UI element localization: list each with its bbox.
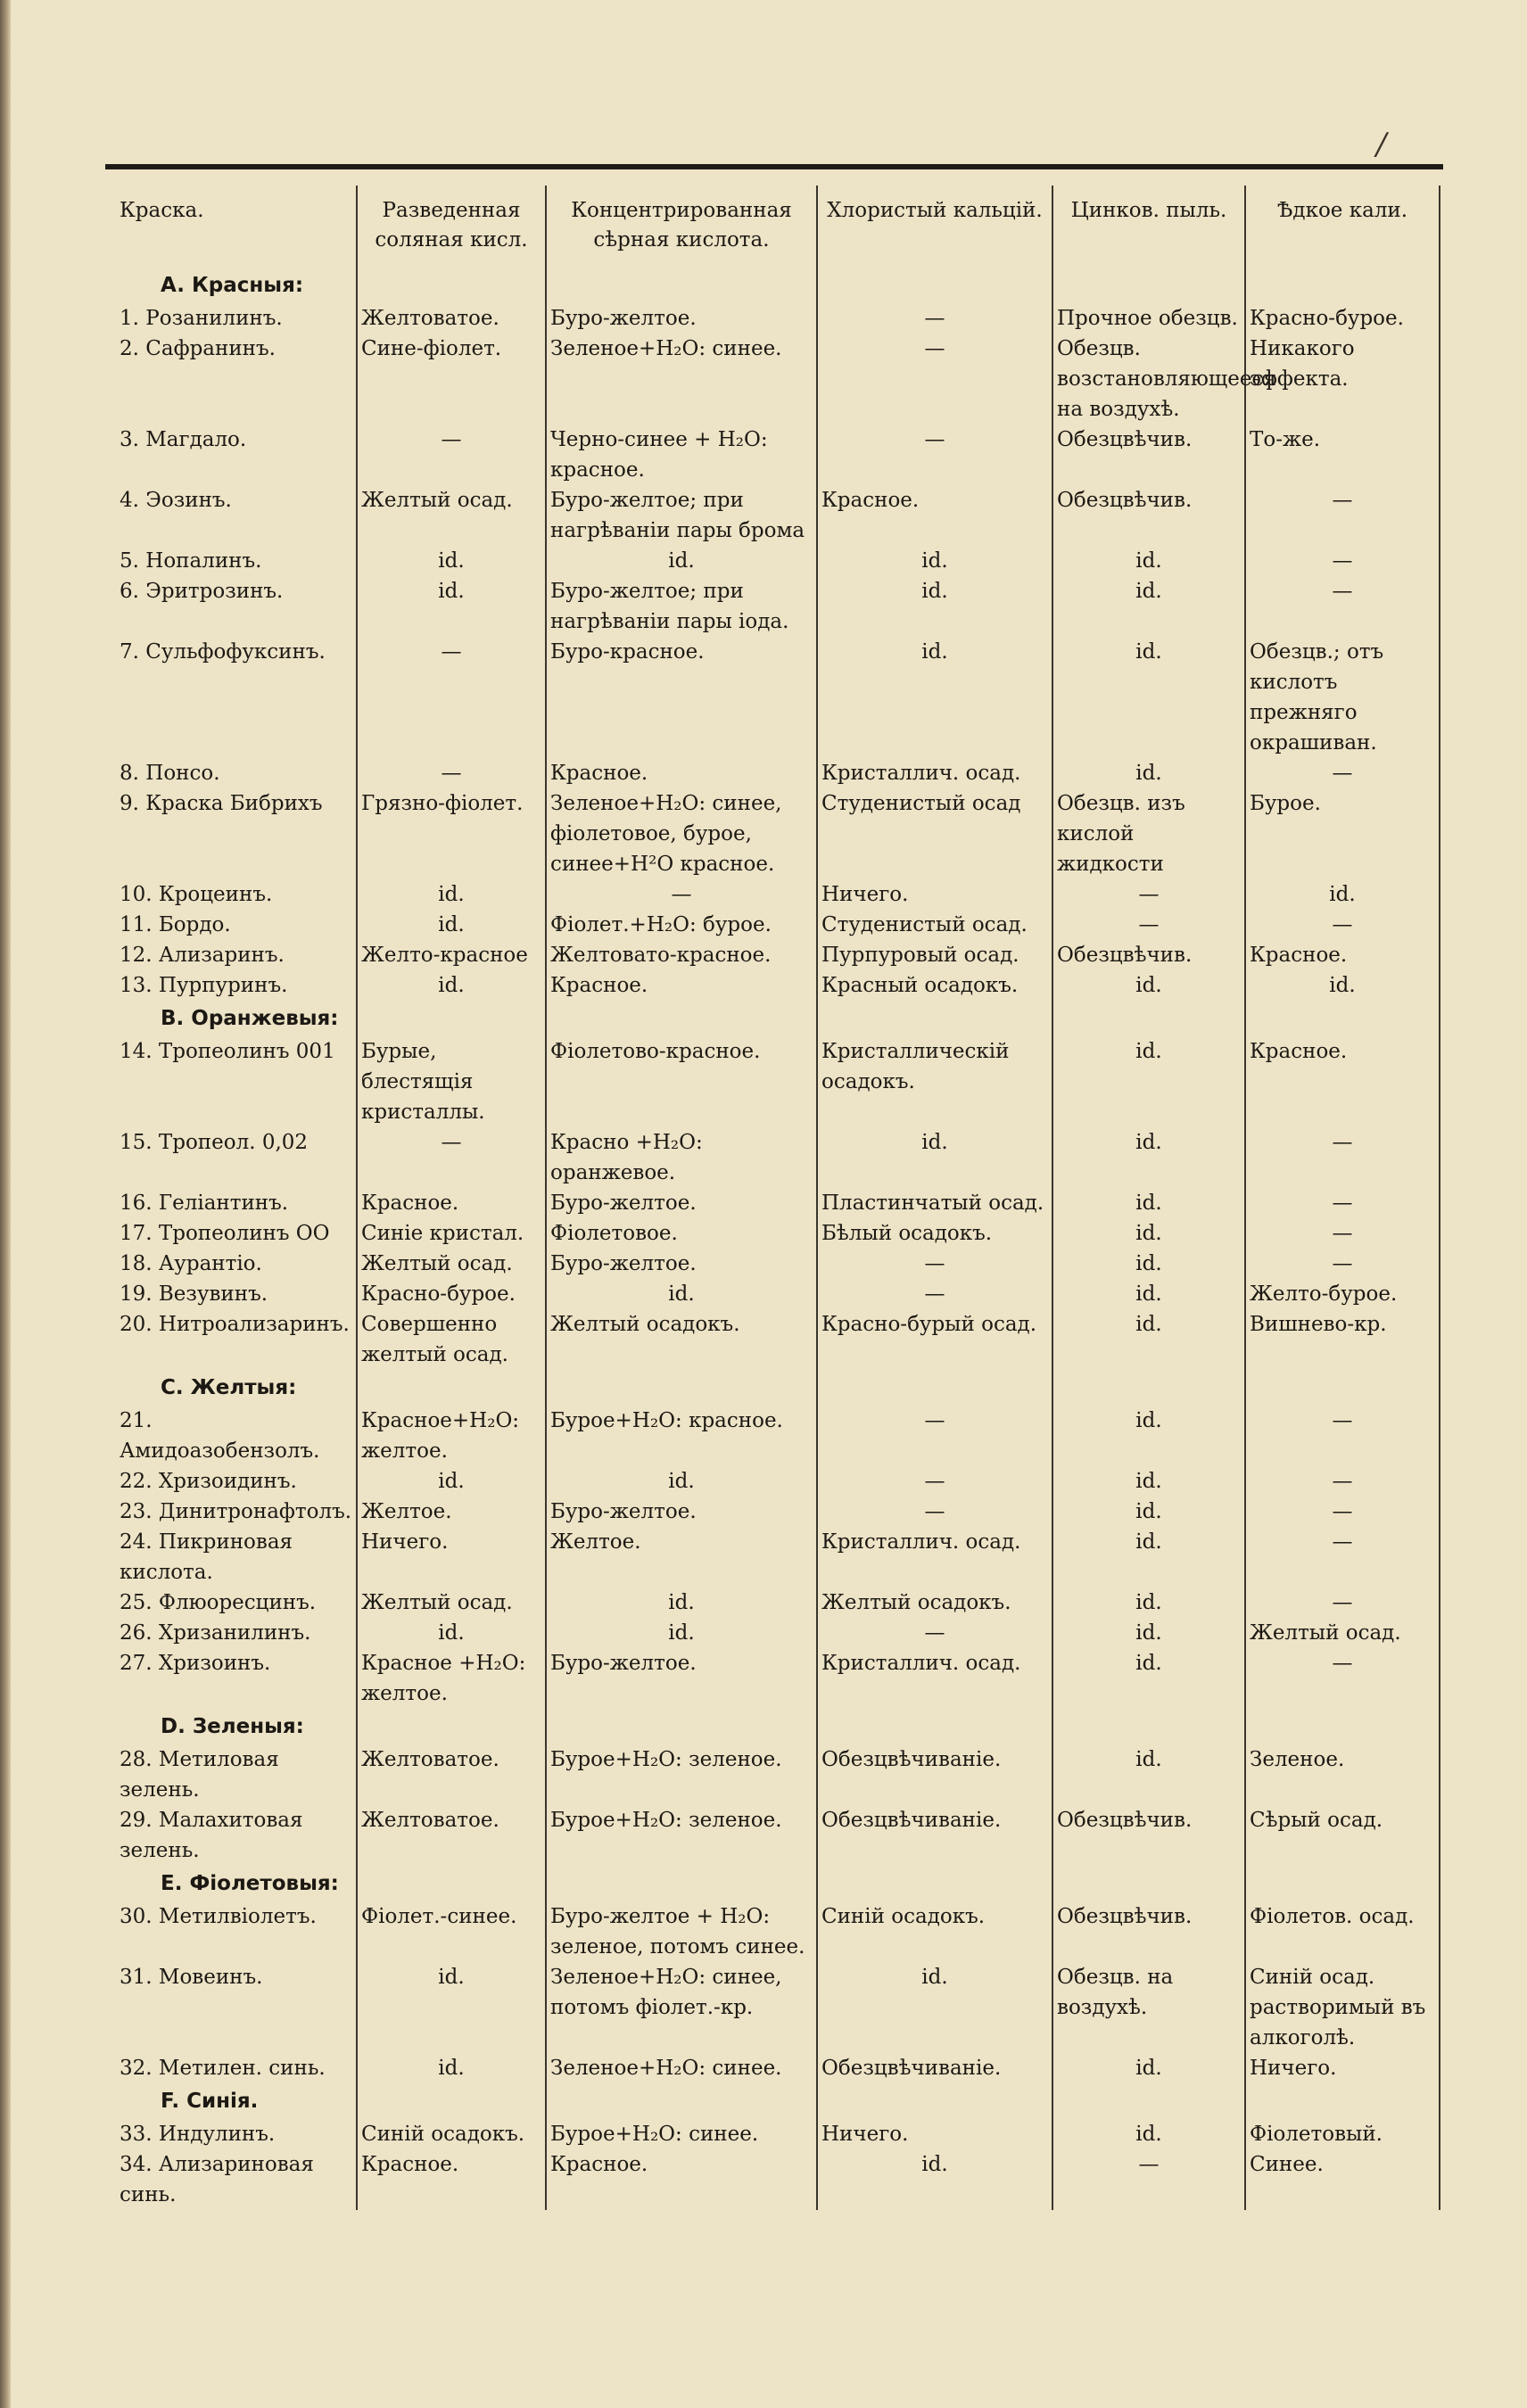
table-row [116,1527,1440,1587]
cell-zinc: — [1052,2149,1245,2210]
group-header-row [116,2083,1440,2119]
group-spacer-cell [1052,1370,1245,1406]
cell-dye: 23. Динитронафтолъ. [120,1500,352,1523]
cell-zinc: id. [1052,1127,1245,1188]
cell-hcl: Желтоватое. [357,1805,546,1866]
group-spacer-cell [817,1709,1052,1744]
cell-hcl: — [357,758,546,788]
group-spacer-cell [357,1370,546,1406]
cell-h2so4: id. [546,546,817,576]
cell-cacl2: Синій осадокъ. [817,1901,1052,1962]
group-spacer-cell [546,1001,817,1036]
cell-cacl2: Кристаллич. осад. [817,758,1052,788]
cell-dye: 9. Краска Бибрихъ [120,792,323,815]
header-zinc: Цинков. пыль. [1052,186,1245,268]
cell-hcl: id. [357,879,546,910]
cell-cacl2: — [817,303,1052,334]
group-title: A. Красныя: [161,274,304,297]
cell-h2so4: Красное. [546,758,817,788]
table-row [116,1406,1440,1466]
cell-dye: 15. Тропеол. 0,02 [120,1131,309,1154]
cell-h2so4: id. [546,1279,817,1309]
cell-cacl2: — [817,1406,1052,1466]
cell-hcl: id. [357,576,546,637]
cell-koh: Желто-бурое. [1245,1279,1440,1309]
cell-dye: 34. Ализариновая синь. [120,2153,314,2206]
cell-cacl2: Пурпуровый осад. [817,940,1052,970]
cell-cacl2: — [817,425,1052,485]
header-hcl: Разведенная соляная кисл. [357,186,546,268]
cell-h2so4: Буро-красное. [546,637,817,758]
cell-dye: 11. Бордо. [120,913,231,936]
table-row [116,1962,1440,2053]
cell-hcl: Желтое. [357,1497,546,1527]
cell-koh: id. [1245,970,1440,1001]
cell-dye: 14. Тропеолинъ 001 [120,1040,335,1063]
cell-h2so4: Буро-желтое. [546,303,817,334]
cell-zinc: id. [1052,970,1245,1001]
cell-h2so4: Бурое+H₂O: синее. [546,2119,817,2149]
cell-zinc: id. [1052,1618,1245,1648]
table-row [116,1249,1440,1279]
group-header-row [116,1709,1440,1744]
cell-dye: 8. Понсо. [120,762,220,785]
cell-koh: Красное. [1245,1036,1440,1127]
cell-koh: — [1245,485,1440,546]
cell-zinc: id. [1052,758,1245,788]
cell-dye: 12. Ализаринъ. [120,944,285,967]
cell-koh: Зеленое. [1245,1744,1440,1805]
cell-hcl: Красное. [357,2149,546,2210]
cell-cacl2: Обезцвѣчиваніе. [817,1805,1052,1866]
cell-koh: Фіолетов. осад. [1245,1901,1440,1962]
cell-dye: 20. Нитроализаринъ. [120,1313,350,1336]
group-spacer-cell [817,2083,1052,2119]
cell-h2so4: Бурое+H₂O: красное. [546,1406,817,1466]
cell-cacl2: Обезцвѣчиваніе. [817,1744,1052,1805]
cell-dye: 2. Сафранинъ. [120,337,276,360]
group-spacer-cell [1052,2083,1245,2119]
cell-cacl2: — [817,1279,1052,1309]
cell-koh: Бурое. [1245,788,1440,879]
cell-cacl2: Ничего. [817,879,1052,910]
cell-h2so4: Зеленое+H₂O: синее. [546,334,817,425]
group-spacer-cell [357,1866,546,1901]
cell-h2so4: Фіолетово-красное. [546,1036,817,1127]
group-spacer-cell [1245,1866,1440,1901]
cell-cacl2: — [817,1249,1052,1279]
cell-zinc: — [1052,910,1245,940]
cell-zinc: Обезцвѣчив. [1052,1805,1245,1866]
cell-zinc: id. [1052,1279,1245,1309]
cell-zinc: Обезцв. возстановляющееся на воздухѣ. [1052,334,1245,425]
table-row [116,1587,1440,1618]
header-cacl2: Хлористый кальцій. [817,186,1052,268]
group-spacer-cell [1245,268,1440,303]
cell-h2so4: Буро-желтое; при нагрѣваніи пары іода. [546,576,817,637]
cell-cacl2: — [817,334,1052,425]
cell-zinc: id. [1052,546,1245,576]
cell-hcl: Желтый осад. [357,485,546,546]
group-spacer-cell [546,1866,817,1901]
cell-zinc: Обезцв. изъ кислой жидкости [1052,788,1245,879]
cell-hcl: id. [357,970,546,1001]
cell-hcl: id. [357,1466,546,1497]
cell-h2so4: id. [546,1587,817,1618]
cell-zinc: Обезцвѣчив. [1052,485,1245,546]
cell-dye: 6. Эритрозинъ. [120,580,284,603]
cell-cacl2: id. [817,546,1052,576]
cell-koh: id. [1245,879,1440,910]
group-spacer-cell [357,1001,546,1036]
cell-h2so4: Буро-желтое; при нагрѣваніи пары брома [546,485,817,546]
cell-h2so4: — [546,879,817,910]
group-spacer-cell [546,268,817,303]
cell-h2so4: id. [546,1618,817,1648]
group-spacer-cell [1245,2083,1440,2119]
group-header-row [116,1370,1440,1406]
group-spacer-cell [546,1370,817,1406]
cell-zinc: — [1052,879,1245,910]
cell-dye: 30. Метилвіолетъ. [120,1905,317,1928]
table-row [116,1218,1440,1249]
cell-koh: — [1245,1648,1440,1709]
cell-koh: — [1245,1466,1440,1497]
cell-koh: — [1245,576,1440,637]
cell-hcl: — [357,1127,546,1188]
cell-h2so4: Буро-желтое. [546,1648,817,1709]
cell-hcl: Желтый осад. [357,1249,546,1279]
cell-hcl: Желтоватое. [357,1744,546,1805]
cell-h2so4: Буро-желтое. [546,1497,817,1527]
group-spacer-cell [1052,1001,1245,1036]
table-row [116,1279,1440,1309]
cell-hcl: Сине-фіолет. [357,334,546,425]
table-row [116,1497,1440,1527]
cell-h2so4: Желтое. [546,1527,817,1587]
cell-zinc: id. [1052,1188,1245,1218]
cell-koh: — [1245,910,1440,940]
cell-cacl2: id. [817,637,1052,758]
cell-cacl2: — [817,1497,1052,1527]
cell-hcl: id. [357,1618,546,1648]
cell-h2so4: Красно +H₂O: оранжевое. [546,1127,817,1188]
cell-zinc: id. [1052,637,1245,758]
cell-zinc: id. [1052,1218,1245,1249]
cell-koh: Синее. [1245,2149,1440,2210]
cell-dye: 5. Нопалинъ. [120,549,262,573]
cell-hcl: Ничего. [357,1527,546,1587]
cell-h2so4: Фіолет.+H₂O: бурое. [546,910,817,940]
cell-koh: — [1245,1406,1440,1466]
cell-zinc: id. [1052,576,1245,637]
cell-h2so4: Зеленое+H₂O: синее, фіолетовое, бурое, синее+H²O красное. [546,788,817,879]
group-title: E. Фіолетовыя: [161,1872,339,1895]
cell-koh: Фіолетовый. [1245,2119,1440,2149]
cell-hcl: Красно-бурое. [357,1279,546,1309]
cell-h2so4: Фіолетовое. [546,1218,817,1249]
cell-h2so4: Бурое+H₂O: зеленое. [546,1805,817,1866]
cell-hcl: Фіолет.-синее. [357,1901,546,1962]
table-row [116,879,1440,910]
cell-cacl2: — [817,1618,1052,1648]
cell-zinc: id. [1052,1744,1245,1805]
cell-h2so4: Буро-желтое. [546,1188,817,1218]
cell-hcl: id. [357,2053,546,2083]
pencil-mark: / [1376,127,1387,162]
cell-koh: — [1245,1587,1440,1618]
group-spacer-cell [1245,1001,1440,1036]
page-spine-shadow [0,0,11,2408]
cell-koh: То-же. [1245,425,1440,485]
group-spacer-cell [1245,1709,1440,1744]
cell-cacl2: Кристаллич. осад. [817,1527,1052,1587]
cell-hcl: Желто-красное [357,940,546,970]
table-row [116,1805,1440,1866]
table-row [116,2119,1440,2149]
table-row [116,576,1440,637]
table-row [116,485,1440,546]
cell-hcl: Синіе кристал. [357,1218,546,1249]
table-row [116,334,1440,425]
table-row [116,1618,1440,1648]
cell-hcl: Бурые, блестящія кристаллы. [357,1036,546,1127]
cell-dye: 3. Магдало. [120,428,247,451]
cell-dye: 26. Хризанилинъ. [120,1621,311,1645]
cell-hcl: — [357,425,546,485]
cell-cacl2: id. [817,1127,1052,1188]
group-title: C. Желтыя: [161,1376,297,1399]
cell-dye: 18. Аурантіо. [120,1252,262,1275]
cell-h2so4: Красное. [546,970,817,1001]
table-row [116,1309,1440,1370]
cell-dye: 32. Метилен. синь. [120,2057,326,2080]
group-spacer-cell [546,1709,817,1744]
cell-koh: — [1245,758,1440,788]
cell-cacl2: Бѣлый осадокъ. [817,1218,1052,1249]
group-spacer-cell [357,1709,546,1744]
cell-dye: 1. Розанилинъ. [120,307,283,330]
group-header-row [116,1001,1440,1036]
cell-koh: — [1245,546,1440,576]
cell-zinc: Прочное обезцв. [1052,303,1245,334]
group-spacer-cell [357,2083,546,2119]
cell-koh: Красное. [1245,940,1440,970]
cell-cacl2: Кристаллическій осадокъ. [817,1036,1052,1127]
table-row [116,546,1440,576]
cell-koh: Никакого эффекта. [1245,334,1440,425]
cell-dye: 31. Мовеинъ. [120,1966,263,1989]
cell-zinc: id. [1052,1527,1245,1587]
cell-dye: 7. Сульфофуксинъ. [120,640,326,664]
cell-dye: 16. Геліантинъ. [120,1192,289,1215]
cell-hcl: id. [357,1962,546,2053]
cell-cacl2: Студенистый осад. [817,910,1052,940]
header-koh: Ѣдкое кали. [1245,186,1440,268]
table-row [116,1188,1440,1218]
table-row [116,970,1440,1001]
cell-zinc: id. [1052,2053,1245,2083]
cell-cacl2: — [817,1466,1052,1497]
table-row [116,2149,1440,2210]
cell-cacl2: id. [817,1962,1052,2053]
cell-koh: — [1245,1188,1440,1218]
cell-zinc: id. [1052,2119,1245,2149]
cell-cacl2: Красно-бурый осад. [817,1309,1052,1370]
cell-cacl2: Ничего. [817,2119,1052,2149]
cell-hcl: Желтый осад. [357,1587,546,1618]
cell-dye: 22. Хризоидинъ. [120,1470,297,1493]
cell-h2so4: Зеленое+H₂O: синее, потомъ фіолет.-кр. [546,1962,817,2053]
header-h2so4: Концентрированная сѣрная кислота. [546,186,817,268]
cell-h2so4: Черно-синее + H₂O: красное. [546,425,817,485]
group-header-row [116,1866,1440,1901]
cell-koh: — [1245,1218,1440,1249]
cell-hcl: Совершенно желтый осад. [357,1309,546,1370]
cell-hcl: Синій осадокъ. [357,2119,546,2149]
header-dye: Краска. [120,199,204,222]
cell-cacl2: id. [817,576,1052,637]
table-row [116,1127,1440,1188]
cell-zinc: id. [1052,1406,1245,1466]
cell-dye: 33. Индулинъ. [120,2123,276,2146]
table-row [116,910,1440,940]
table-top-rule [105,164,1443,169]
table-row [116,1466,1440,1497]
cell-dye: 27. Хризоинъ. [120,1652,271,1675]
cell-zinc: Обезцвѣчив. [1052,940,1245,970]
group-spacer-cell [1052,1709,1245,1744]
cell-h2so4: Бурое+H₂O: зеленое. [546,1744,817,1805]
group-header-row [116,268,1440,303]
cell-dye: 24. Пикриновая кислота. [120,1530,293,1584]
cell-dye: 29. Малахитовая зелень. [120,1809,303,1862]
table-body [116,268,1440,2210]
group-spacer-cell [817,268,1052,303]
table-row [116,1036,1440,1127]
group-spacer-cell [1052,1866,1245,1901]
cell-h2so4: id. [546,1466,817,1497]
cell-dye: 28. Метиловая зелень. [120,1748,279,1802]
table-row [116,637,1440,758]
cell-koh: Синій осад. растворимый въ алкоголѣ. [1245,1962,1440,2053]
table-row [116,940,1440,970]
table-row [116,758,1440,788]
cell-cacl2: Пластинчатый осад. [817,1188,1052,1218]
cell-koh: Сѣрый осад. [1245,1805,1440,1866]
cell-koh: Обезцв.; отъ кислотъ прежняго окрашиван. [1245,637,1440,758]
cell-zinc: id. [1052,1648,1245,1709]
cell-koh: Ничего. [1245,2053,1440,2083]
group-spacer-cell [546,2083,817,2119]
cell-zinc: id. [1052,1587,1245,1618]
cell-koh: — [1245,1497,1440,1527]
group-title: F. Синія. [161,2090,259,2113]
cell-h2so4: Красное. [546,2149,817,2210]
cell-zinc: id. [1052,1466,1245,1497]
cell-zinc: id. [1052,1497,1245,1527]
cell-dye: 21. Амидоазобензолъ. [120,1409,320,1463]
cell-h2so4: Буро-желтое. [546,1249,817,1279]
cell-dye: 25. Флюоресцинъ. [120,1591,317,1614]
cell-koh: — [1245,1249,1440,1279]
cell-zinc: Обезцвѣчив. [1052,425,1245,485]
group-spacer-cell [817,1001,1052,1036]
cell-hcl: Красное. [357,1188,546,1218]
group-spacer-cell [1245,1370,1440,1406]
cell-koh: — [1245,1527,1440,1587]
cell-zinc: Обезцв. на воздухѣ. [1052,1962,1245,2053]
cell-cacl2: Красное. [817,485,1052,546]
cell-h2so4: Желтый осадокъ. [546,1309,817,1370]
cell-dye: 19. Везувинъ. [120,1282,268,1306]
cell-hcl: Красное +H₂O: желтое. [357,1648,546,1709]
table-row [116,1648,1440,1709]
table-row [116,425,1440,485]
header-row [116,186,1440,268]
group-spacer-cell [357,268,546,303]
cell-hcl: Красное+H₂O: желтое. [357,1406,546,1466]
table-row [116,2053,1440,2083]
cell-hcl: Грязно-фіолет. [357,788,546,879]
group-title: B. Оранжевыя: [161,1007,339,1030]
table-row [116,788,1440,879]
cell-cacl2: Красный осадокъ. [817,970,1052,1001]
cell-zinc: id. [1052,1309,1245,1370]
table-row [116,1744,1440,1805]
cell-cacl2: id. [817,2149,1052,2210]
group-spacer-cell [817,1866,1052,1901]
cell-zinc: id. [1052,1036,1245,1127]
cell-koh: Вишнево-кр. [1245,1309,1440,1370]
cell-h2so4: Зеленое+H₂O: синее. [546,2053,817,2083]
dye-reaction-table [116,186,1440,2210]
cell-dye: 17. Тропеолинъ OO [120,1222,330,1245]
group-spacer-cell [817,1370,1052,1406]
cell-koh: Красно-бурое. [1245,303,1440,334]
cell-cacl2: Желтый осадокъ. [817,1587,1052,1618]
cell-dye: 13. Пурпуринъ. [120,974,288,997]
cell-koh: Желтый осад. [1245,1618,1440,1648]
cell-hcl: id. [357,546,546,576]
group-title: D. Зеленыя: [161,1715,304,1738]
cell-hcl: Желтоватое. [357,303,546,334]
cell-dye: 4. Эозинъ. [120,489,232,512]
group-spacer-cell [1052,268,1245,303]
cell-cacl2: Студенистый осад [817,788,1052,879]
cell-hcl: — [357,637,546,758]
table-row [116,1901,1440,1962]
cell-cacl2: Кристаллич. осад. [817,1648,1052,1709]
cell-dye: 10. Кроцеинъ. [120,883,273,906]
cell-koh: — [1245,1127,1440,1188]
cell-h2so4: Буро-желтое + H₂O: зеленое, потомъ синее. [546,1901,817,1962]
table-row [116,303,1440,334]
cell-h2so4: Желтовато-красное. [546,940,817,970]
cell-hcl: id. [357,910,546,940]
cell-zinc: id. [1052,1249,1245,1279]
cell-zinc: Обезцвѣчив. [1052,1901,1245,1962]
cell-cacl2: Обезцвѣчиваніе. [817,2053,1052,2083]
